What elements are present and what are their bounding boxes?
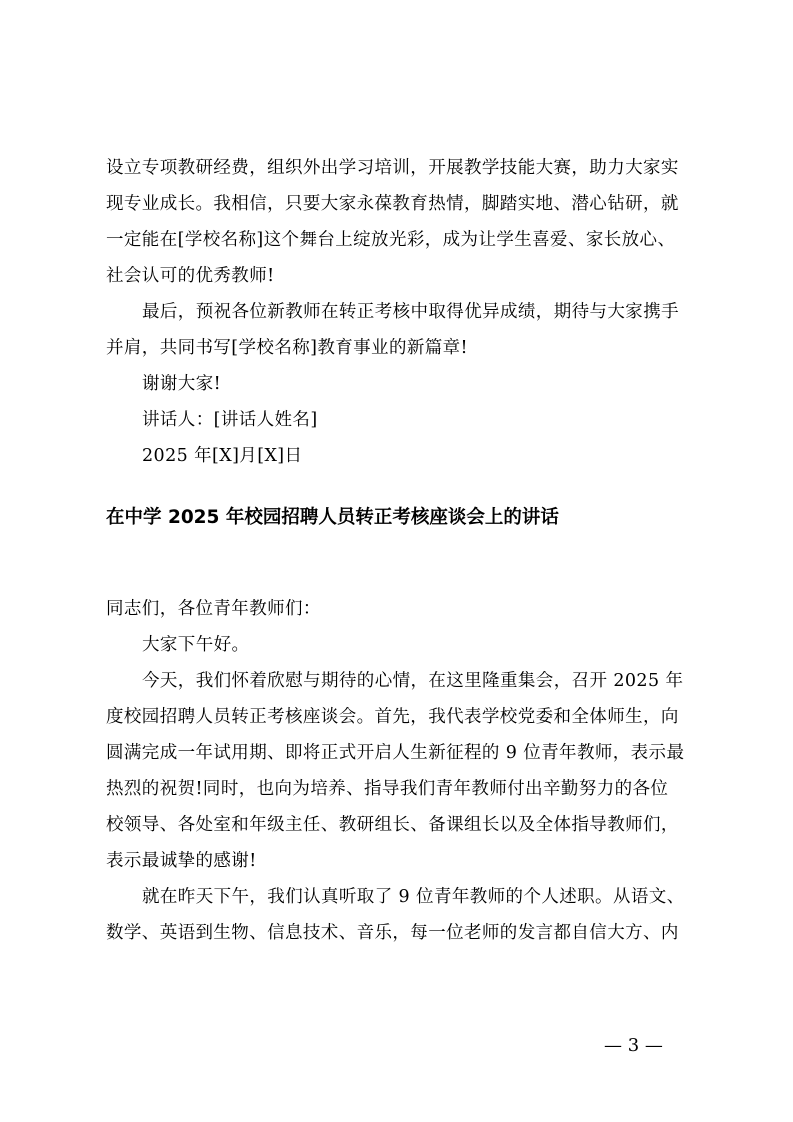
text-line: 圆满完成一年试用期、即将正式开启人生新征程的 9 位青年教师，表示最 — [106, 743, 685, 763]
text-line: 社会认可的优秀教师! — [106, 266, 275, 286]
thanks-line: 谢谢大家! — [142, 374, 222, 394]
salutation: 同志们，各位青年教师们： — [106, 599, 321, 619]
text-line: 一定能在[学校名称]这个舞台上绽放光彩，成为让学生喜爱、家长放心、 — [106, 230, 676, 250]
text-line: 现专业成长。我相信，只要大家永葆教育热情，脚踏实地、潜心钻研，就 — [106, 194, 679, 214]
text-line: 并肩，共同书写[学校名称]教育事业的新篇章! — [106, 338, 468, 358]
text-line: 就在昨天下午，我们认真听取了 9 位青年教师的个人述职。从语文、 — [142, 887, 685, 907]
greeting: 大家下午好。 — [142, 635, 250, 655]
text-line: 最后，预祝各位新教师在转正考核中取得优异成绩，期待与大家携手 — [142, 302, 679, 322]
text-line: 度校园招聘人员转正考核座谈会。首先，我代表学校党委和全体师生，向 — [106, 707, 679, 727]
text-line: 今天，我们怀着欣慰与期待的心情，在这里隆重集会，召开 2025 年 — [142, 671, 684, 691]
text-line: 热烈的祝贺!同时，也向为培养、指导我们青年教师付出辛勤努力的各位 — [106, 779, 669, 799]
text-line: 设立专项教研经费，组织外出学习培训，开展教学技能大赛，助力大家实 — [106, 158, 679, 178]
page-number: — 3 — — [604, 1035, 663, 1056]
text-line: 校领导、各处室和年级主任、教研组长、备课组长以及全体指导教师们， — [106, 815, 679, 835]
text-line: 数学、英语到生物、信息技术、音乐，每一位老师的发言都自信大方、内 — [106, 923, 679, 943]
text-line: 表示最诚挚的感谢! — [106, 851, 257, 871]
date-line: 2025 年[X]月[X]日 — [142, 446, 303, 466]
speaker-line: 讲话人：[讲话人姓名] — [142, 410, 318, 430]
section-title: 在中学 2025 年校园招聘人员转正考核座谈会上的讲话 — [106, 507, 559, 528]
